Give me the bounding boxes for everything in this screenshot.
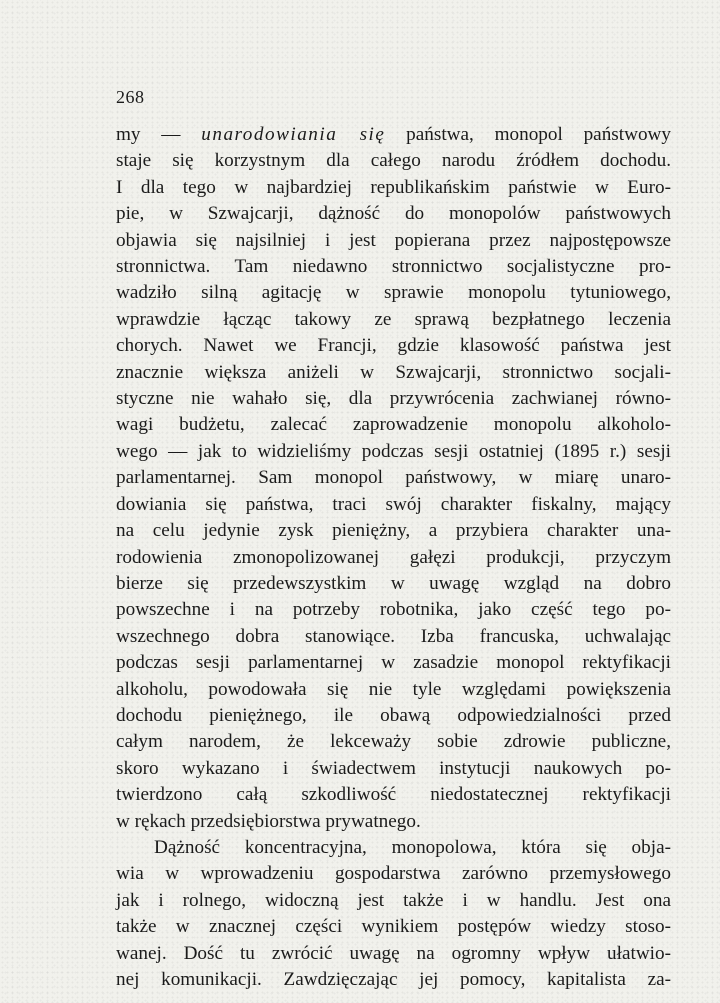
text-line: wszechnego dobra stanowiące. Izba francuska, uchwalając (116, 625, 671, 647)
text-line: objawia się najsilniej i jest popierana przez najpostępowsze (116, 229, 671, 251)
text-line: dochodu pieniężnego, ile obawą odpowiedzialności przed (116, 704, 671, 726)
text-line: parlamentarnej. Sam monopol państwowy, w miarę unaro- (116, 467, 671, 489)
text-line: wagi budżetu, zalecać zaprowadzenie monopolu alkoholo- (116, 414, 671, 436)
text-line: znacznie większa aniżeli w Szwajcarji, stronnictwo socjali- (116, 361, 671, 383)
text-line: wadziło silną agitację w sprawie monopolu tytuniowego, (116, 282, 671, 304)
text-line: bierze się przedewszystkim w uwagę wzgląd na dobro (116, 572, 671, 594)
text-line: podczas sesji parlamentarnej w zasadzie monopol rektyfikacji (116, 652, 671, 674)
text-line: nej komunikacji. Zawdzięczając jej pomocy, kapitalista za- (116, 969, 671, 990)
text-line: chorych. Nawet we Francji, gdzie klasowość państwa jest (116, 335, 671, 357)
text-line-end: państwa, monopol państwowy (385, 124, 671, 145)
text-line: wanej. Dość tu zwrócić uwagę na ogromny wpływ ułatwio- (116, 942, 671, 964)
text-line: rodowienia zmonopolizowanej gałęzi produkcji, przyczym (116, 546, 671, 568)
book-page (116, 86, 671, 993)
text-line: powszechne i na potrzeby robotnika, jako część tego po- (116, 599, 671, 621)
text-line: na celu jedynie zysk pieniężny, a przybiera charakter una- (116, 520, 671, 542)
text-line: wia w wprowadzeniu gospodarstwa zarówno przemysłowego (116, 863, 671, 885)
text-line: jak i rolnego, widoczną jest także i w handlu. Jest ona (116, 889, 671, 911)
paragraph-2 (116, 835, 671, 993)
text-line: całym narodem, że lekceważy sobie zdrowie publiczne, (116, 731, 671, 753)
text-line: pie, w Szwajcarji, dążność do monopolów państwowych (116, 203, 671, 225)
text-line: w rękach przedsiębiorstwa prywatnego. (116, 810, 421, 832)
text-line: twierdzono całą szkodliwość niedostatecznej rektyfikacji (116, 784, 671, 806)
text-line-start: my — (116, 124, 202, 145)
text-line: stronnictwa. Tam niedawno stronnictwo socjalistyczne pro- (116, 256, 671, 278)
text-line: wprawdzie łącząc takowy ze sprawą bezpłatnego leczenia (116, 308, 671, 330)
text-line: I dla tego w najbardziej republikańskim państwie w Euro- (116, 176, 671, 198)
paragraph-1 (116, 122, 671, 835)
text-line: styczne nie wahało się, dla przywrócenia zachwianej równo- (116, 388, 671, 410)
text-line: skoro wykazano i świadectwem instytucji naukowych po- (116, 757, 671, 779)
text-line: Dążność koncentracyjna, monopolowa, która się obja- (154, 836, 671, 858)
page-number: 268 (116, 87, 145, 107)
emphasized-phrase: unarodowiania się (201, 124, 386, 145)
text-line: dowiania się państwa, traci swój charakter fiskalny, mający (116, 493, 671, 515)
text-line: alkoholu, powodowała się nie tyle względami powiększenia (116, 678, 671, 700)
text-line (116, 122, 671, 148)
text-line: także w znacznej części wynikiem postępów wiedzy stoso- (116, 916, 671, 938)
text-line: staje się korzystnym dla całego narodu źródłem dochodu. (116, 150, 671, 172)
text-line: wego — jak to widzieliśmy podczas sesji ostatniej (1895 r.) sesji (116, 440, 671, 462)
